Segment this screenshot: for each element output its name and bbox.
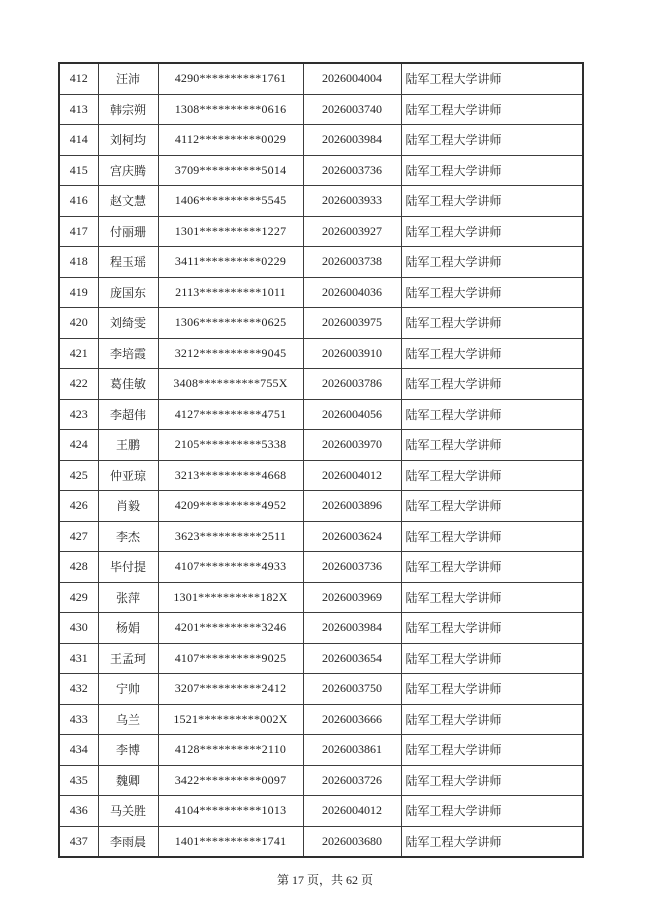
- cell-exam-number: 2026003624: [303, 521, 401, 552]
- cell-id-number: 2113**********1011: [158, 277, 303, 308]
- cell-id-number: 3408**********755X: [158, 369, 303, 400]
- table-row: [59, 155, 583, 186]
- cell-serial: 416: [59, 186, 98, 217]
- cell-name: 韩宗朔: [98, 94, 158, 125]
- cell-name: 刘柯均: [98, 125, 158, 156]
- cell-serial: 428: [59, 552, 98, 583]
- cell-id-number: 4112**********0029: [158, 125, 303, 156]
- cell-id-number: 3709**********5014: [158, 155, 303, 186]
- cell-id-number: 2105**********5338: [158, 430, 303, 461]
- cell-position: 陆军工程大学讲师: [401, 674, 583, 705]
- cell-position: 陆军工程大学讲师: [401, 735, 583, 766]
- table-row: [59, 735, 583, 766]
- cell-exam-number: 2026003975: [303, 308, 401, 339]
- cell-exam-number: 2026003726: [303, 765, 401, 796]
- cell-serial: 434: [59, 735, 98, 766]
- table-row: [59, 765, 583, 796]
- cell-exam-number: 2026003736: [303, 552, 401, 583]
- table-row: [59, 430, 583, 461]
- cell-id-number: 1308**********0616: [158, 94, 303, 125]
- cell-exam-number: 2026004036: [303, 277, 401, 308]
- cell-serial: 418: [59, 247, 98, 278]
- cell-position: 陆军工程大学讲师: [401, 704, 583, 735]
- cell-id-number: 4107**********4933: [158, 552, 303, 583]
- cell-position: 陆军工程大学讲师: [401, 369, 583, 400]
- cell-position: 陆军工程大学讲师: [401, 247, 583, 278]
- cell-name: 程玉瑶: [98, 247, 158, 278]
- table-row: [59, 399, 583, 430]
- cell-serial: 435: [59, 765, 98, 796]
- cell-name: 李雨晨: [98, 826, 158, 857]
- cell-serial: 417: [59, 216, 98, 247]
- table-row: [59, 552, 583, 583]
- cell-id-number: 1301**********1227: [158, 216, 303, 247]
- table-row: [59, 613, 583, 644]
- cell-serial: 421: [59, 338, 98, 369]
- cell-position: 陆军工程大学讲师: [401, 399, 583, 430]
- cell-position: 陆军工程大学讲师: [401, 94, 583, 125]
- cell-id-number: 4104**********1013: [158, 796, 303, 827]
- table-row: [59, 94, 583, 125]
- cell-id-number: 3422**********0097: [158, 765, 303, 796]
- cell-position: 陆军工程大学讲师: [401, 460, 583, 491]
- cell-id-number: 1306**********0625: [158, 308, 303, 339]
- cell-position: 陆军工程大学讲师: [401, 216, 583, 247]
- cell-id-number: 1301**********182X: [158, 582, 303, 613]
- cell-exam-number: 2026003736: [303, 155, 401, 186]
- cell-name: 毕付提: [98, 552, 158, 583]
- cell-exam-number: 2026003933: [303, 186, 401, 217]
- cell-name: 仲亚琼: [98, 460, 158, 491]
- table-row: [59, 643, 583, 674]
- table-row: [59, 521, 583, 552]
- cell-serial: 429: [59, 582, 98, 613]
- cell-exam-number: 2026003666: [303, 704, 401, 735]
- cell-id-number: 3623**********2511: [158, 521, 303, 552]
- cell-name: 张萍: [98, 582, 158, 613]
- cell-id-number: 3213**********4668: [158, 460, 303, 491]
- table-row: [59, 308, 583, 339]
- cell-serial: 436: [59, 796, 98, 827]
- cell-serial: 414: [59, 125, 98, 156]
- cell-serial: 420: [59, 308, 98, 339]
- table-row: [59, 491, 583, 522]
- cell-id-number: 4290**********1761: [158, 63, 303, 94]
- cell-name: 李博: [98, 735, 158, 766]
- cell-name: 魏卿: [98, 765, 158, 796]
- table-row: [59, 460, 583, 491]
- table-row: [59, 186, 583, 217]
- cell-name: 杨娟: [98, 613, 158, 644]
- cell-position: 陆军工程大学讲师: [401, 125, 583, 156]
- cell-exam-number: 2026003680: [303, 826, 401, 857]
- table-row: [59, 247, 583, 278]
- table-row: [59, 63, 583, 94]
- cell-id-number: 1406**********5545: [158, 186, 303, 217]
- cell-serial: 430: [59, 613, 98, 644]
- cell-id-number: 1521**********002X: [158, 704, 303, 735]
- cell-exam-number: 2026003654: [303, 643, 401, 674]
- cell-name: 王鹏: [98, 430, 158, 461]
- cell-serial: 412: [59, 63, 98, 94]
- cell-serial: 424: [59, 430, 98, 461]
- cell-exam-number: 2026003750: [303, 674, 401, 705]
- cell-name: 付丽珊: [98, 216, 158, 247]
- cell-serial: 413: [59, 94, 98, 125]
- roster-table: [58, 62, 584, 858]
- cell-position: 陆军工程大学讲师: [401, 277, 583, 308]
- cell-exam-number: 2026004012: [303, 460, 401, 491]
- table-row: [59, 125, 583, 156]
- cell-exam-number: 2026003786: [303, 369, 401, 400]
- cell-exam-number: 2026003969: [303, 582, 401, 613]
- cell-position: 陆军工程大学讲师: [401, 796, 583, 827]
- table-row: [59, 674, 583, 705]
- page-number-footer: 第 17 页，共 62 页: [276, 873, 373, 887]
- cell-name: 李培霞: [98, 338, 158, 369]
- cell-exam-number: 2026004056: [303, 399, 401, 430]
- cell-id-number: 3207**********2412: [158, 674, 303, 705]
- table-row: [59, 369, 583, 400]
- cell-name: 乌兰: [98, 704, 158, 735]
- cell-name: 葛佳敏: [98, 369, 158, 400]
- cell-name: 李超伟: [98, 399, 158, 430]
- cell-exam-number: 2026003896: [303, 491, 401, 522]
- table-row: [59, 582, 583, 613]
- cell-exam-number: 2026003738: [303, 247, 401, 278]
- cell-name: 刘绮雯: [98, 308, 158, 339]
- cell-serial: 437: [59, 826, 98, 857]
- cell-id-number: 4107**********9025: [158, 643, 303, 674]
- cell-position: 陆军工程大学讲师: [401, 308, 583, 339]
- cell-position: 陆军工程大学讲师: [401, 582, 583, 613]
- cell-exam-number: 2026003984: [303, 125, 401, 156]
- table-row: [59, 277, 583, 308]
- cell-id-number: 4209**********4952: [158, 491, 303, 522]
- cell-id-number: 4128**********2110: [158, 735, 303, 766]
- cell-serial: 427: [59, 521, 98, 552]
- cell-position: 陆军工程大学讲师: [401, 643, 583, 674]
- cell-serial: 423: [59, 399, 98, 430]
- table-row: [59, 826, 583, 857]
- cell-serial: 419: [59, 277, 98, 308]
- cell-name: 李杰: [98, 521, 158, 552]
- cell-name: 肖毅: [98, 491, 158, 522]
- cell-id-number: 3411**********0229: [158, 247, 303, 278]
- cell-serial: 425: [59, 460, 98, 491]
- cell-position: 陆军工程大学讲师: [401, 826, 583, 857]
- table-row: [59, 216, 583, 247]
- cell-name: 庞国东: [98, 277, 158, 308]
- cell-name: 宁帅: [98, 674, 158, 705]
- cell-serial: 426: [59, 491, 98, 522]
- table-row: [59, 796, 583, 827]
- table-row: [59, 338, 583, 369]
- roster-table-body: [59, 63, 583, 857]
- cell-exam-number: 2026003740: [303, 94, 401, 125]
- cell-serial: 415: [59, 155, 98, 186]
- cell-serial: 432: [59, 674, 98, 705]
- cell-position: 陆军工程大学讲师: [401, 491, 583, 522]
- cell-position: 陆军工程大学讲师: [401, 430, 583, 461]
- cell-position: 陆军工程大学讲师: [401, 63, 583, 94]
- cell-name: 王孟珂: [98, 643, 158, 674]
- cell-position: 陆军工程大学讲师: [401, 155, 583, 186]
- cell-position: 陆军工程大学讲师: [401, 521, 583, 552]
- cell-position: 陆军工程大学讲师: [401, 186, 583, 217]
- cell-id-number: 1401**********1741: [158, 826, 303, 857]
- cell-position: 陆军工程大学讲师: [401, 765, 583, 796]
- cell-exam-number: 2026004004: [303, 63, 401, 94]
- cell-name: 宫庆腾: [98, 155, 158, 186]
- cell-name: 马关胜: [98, 796, 158, 827]
- cell-serial: 433: [59, 704, 98, 735]
- cell-position: 陆军工程大学讲师: [401, 613, 583, 644]
- cell-exam-number: 2026003970: [303, 430, 401, 461]
- cell-serial: 422: [59, 369, 98, 400]
- cell-name: 汪沛: [98, 63, 158, 94]
- cell-id-number: 4201**********3246: [158, 613, 303, 644]
- cell-exam-number: 2026003984: [303, 613, 401, 644]
- table-row: [59, 704, 583, 735]
- cell-exam-number: 2026003861: [303, 735, 401, 766]
- cell-exam-number: 2026004012: [303, 796, 401, 827]
- cell-exam-number: 2026003910: [303, 338, 401, 369]
- cell-name: 赵文慧: [98, 186, 158, 217]
- cell-serial: 431: [59, 643, 98, 674]
- cell-id-number: 3212**********9045: [158, 338, 303, 369]
- cell-id-number: 4127**********4751: [158, 399, 303, 430]
- cell-exam-number: 2026003927: [303, 216, 401, 247]
- cell-position: 陆军工程大学讲师: [401, 338, 583, 369]
- cell-position: 陆军工程大学讲师: [401, 552, 583, 583]
